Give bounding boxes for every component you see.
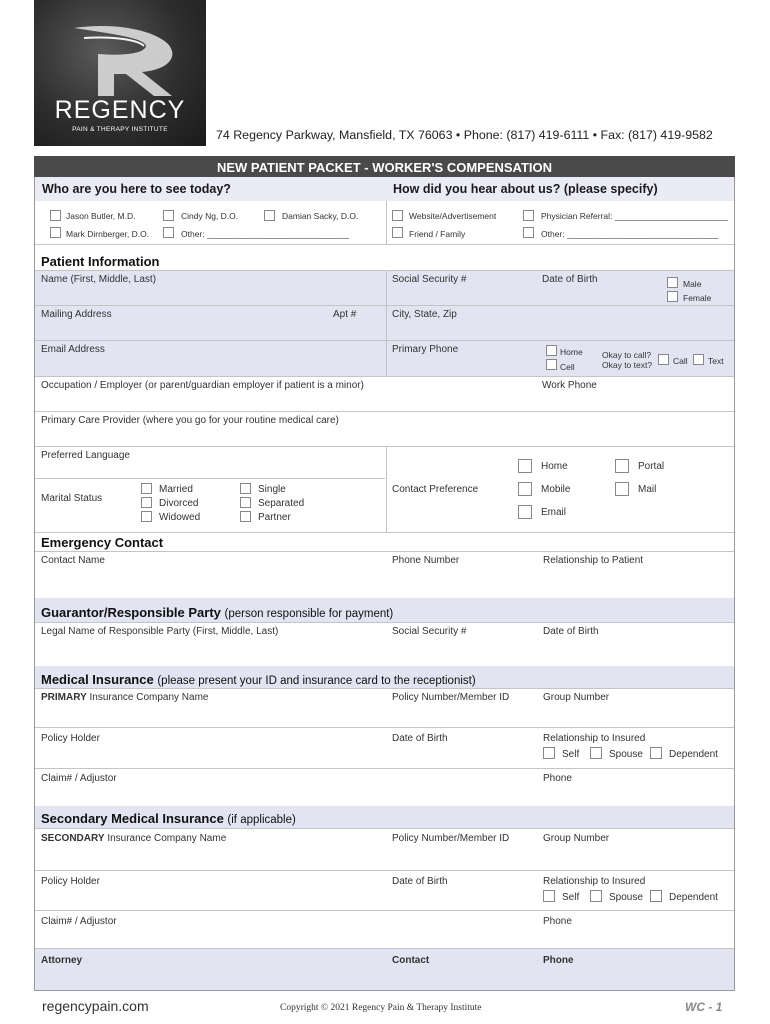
phone-home-checkbox[interactable] [546, 345, 557, 356]
secondary-relationship-label: Relationship to Insured [543, 876, 646, 887]
city-state-zip-field[interactable]: City, State, Zip [392, 309, 457, 320]
secondary-holder-field[interactable]: Policy Holder [41, 876, 100, 887]
secondary-group-number-field[interactable]: Group Number [543, 833, 610, 844]
primary-holder-field[interactable]: Policy Holder [41, 733, 100, 744]
primary-adjustor-phone-field[interactable]: Phone [543, 773, 572, 784]
provider-other-field[interactable]: Other: ______________________________ [181, 229, 349, 239]
emergency-heading: Emergency Contact [41, 535, 164, 550]
partner-label: Partner [258, 512, 291, 523]
guarantor-heading: Guarantor/Responsible Party (person responsible for payment) [41, 605, 394, 620]
primary-group-number-field[interactable]: Group Number [543, 692, 610, 703]
secondary-spouse-label: Spouse [609, 892, 643, 903]
married-label: Married [159, 484, 193, 495]
divorced-checkbox[interactable] [141, 497, 152, 508]
emergency-phone-field[interactable]: Phone Number [392, 555, 460, 566]
primary-relationship-label: Relationship to Insured [543, 733, 646, 744]
secondary-holder-dob-field[interactable]: Date of Birth [392, 876, 448, 887]
form-code: WC - 1 [685, 1000, 723, 1014]
referral-other-checkbox[interactable] [523, 227, 534, 238]
website-url: regencypain.com [42, 998, 149, 1014]
pref-mobile-label: Mobile [541, 484, 571, 495]
form-title: NEW PATIENT PACKET - WORKER'S COMPENSATION [34, 156, 735, 177]
attorney-band [35, 948, 734, 990]
pref-mail-label: Mail [638, 484, 657, 495]
emergency-relationship-field[interactable]: Relationship to Patient [543, 555, 644, 566]
okay-text-checkbox[interactable] [693, 354, 704, 365]
separated-label: Separated [258, 498, 305, 509]
secondary-adjustor-phone-field[interactable]: Phone [543, 916, 572, 927]
primary-self-label: Self [562, 749, 580, 760]
preferred-language-field[interactable]: Preferred Language [41, 450, 130, 461]
primary-dependent-checkbox[interactable] [650, 747, 662, 759]
call-label: Call [673, 356, 688, 366]
okay-to-call-label: Okay to call? [602, 350, 652, 360]
pref-portal-label: Portal [638, 461, 665, 472]
single-label: Single [258, 484, 286, 495]
apt-field[interactable]: Apt # [333, 309, 357, 320]
dob-field[interactable]: Date of Birth [542, 274, 598, 285]
partner-checkbox[interactable] [240, 511, 251, 522]
marital-status-label: Marital Status [41, 493, 103, 504]
primary-company-field[interactable]: PRIMARY Insurance Company Name [41, 692, 209, 703]
pref-home-label: Home [541, 461, 568, 472]
address-line: 74 Regency Parkway, Mansfield, TX 76063 • Phone: (817) 419-6111 • Fax: (817) 419-9582 [216, 128, 713, 142]
phone-home-label: Home [560, 347, 583, 357]
primary-care-provider-field[interactable]: Primary Care Provider (where you go for your routine medical care) [41, 415, 339, 426]
secondary-dependent-label: Dependent [669, 892, 718, 903]
referral-friend-label: Friend / Family [409, 229, 466, 239]
phone-cell-label: Cell [560, 362, 575, 372]
widowed-checkbox[interactable] [141, 511, 152, 522]
ssn-field[interactable]: Social Security # [392, 274, 467, 285]
referral-physician-checkbox[interactable] [523, 210, 534, 221]
referral-friend-checkbox[interactable] [392, 227, 403, 238]
married-checkbox[interactable] [141, 483, 152, 494]
pref-mail-checkbox[interactable] [615, 482, 629, 496]
attorney-phone-field[interactable]: Phone [543, 955, 574, 966]
secondary-heading: Secondary Medical Insurance (if applicable) [41, 811, 296, 826]
provider-sacky-checkbox[interactable] [264, 210, 275, 221]
text-label: Text [708, 356, 724, 366]
okay-to-text-label: Okay to text? [602, 360, 653, 370]
guarantor-dob-field[interactable]: Date of Birth [543, 626, 599, 637]
primary-dependent-label: Dependent [669, 749, 718, 760]
see-today-question: Who are you here to see today? [42, 182, 231, 196]
secondary-policy-number-field[interactable]: Policy Number/Member ID [392, 833, 510, 844]
okay-call-checkbox[interactable] [658, 354, 669, 365]
pref-home-checkbox[interactable] [518, 459, 532, 473]
separated-checkbox[interactable] [240, 497, 251, 508]
pref-portal-checkbox[interactable] [615, 459, 629, 473]
primary-claim-field[interactable]: Claim# / Adjustor [41, 773, 117, 784]
secondary-claim-field[interactable]: Claim# / Adjustor [41, 916, 117, 927]
primary-spouse-label: Spouse [609, 749, 643, 760]
secondary-self-label: Self [562, 892, 580, 903]
referral-physician-field[interactable]: Physician Referral: ________________________ [541, 211, 729, 221]
attorney-field[interactable]: Attorney [41, 955, 83, 966]
guarantor-name-field[interactable]: Legal Name of Responsible Party (First, Middle, Last) [41, 626, 279, 637]
provider-sacky-label: Damian Sacky, D.O. [282, 211, 359, 221]
logo-tagline: PAIN & THERAPY INSTITUTE [72, 126, 168, 133]
logo-wordmark: REGENCY [54, 96, 186, 124]
name-field[interactable]: Name (First, Middle, Last) [41, 274, 157, 285]
provider-other-checkbox[interactable] [163, 227, 174, 238]
referral-website-checkbox[interactable] [392, 210, 403, 221]
guarantor-ssn-field[interactable]: Social Security # [392, 626, 467, 637]
referral-website-label: Website/Advertisement [409, 211, 497, 221]
primary-self-checkbox[interactable] [543, 747, 555, 759]
mailing-address-field[interactable]: Mailing Address [41, 309, 112, 320]
occupation-field[interactable]: Occupation / Employer (or parent/guardian employer if patient is a minor) [41, 380, 364, 391]
single-checkbox[interactable] [240, 483, 251, 494]
secondary-company-field[interactable]: SECONDARY Insurance Company Name [41, 833, 227, 844]
primary-policy-number-field[interactable]: Policy Number/Member ID [392, 692, 510, 703]
male-checkbox[interactable] [667, 277, 678, 288]
insurance-heading: Medical Insurance (please present your ID and insurance card to the receptionist) [41, 672, 476, 687]
attorney-contact-field[interactable]: Contact [392, 955, 430, 966]
pref-email-label: Email [541, 507, 567, 518]
female-checkbox[interactable] [667, 291, 678, 302]
primary-holder-dob-field[interactable]: Date of Birth [392, 733, 448, 744]
referral-other-field[interactable]: Other: ________________________________ [541, 229, 719, 239]
provider-butler-label: Jason Butler, M.D. [66, 211, 136, 221]
email-field[interactable]: Email Address [41, 344, 105, 355]
logo-r-mark [34, 0, 206, 100]
contact-preference-label: Contact Preference [392, 484, 479, 495]
female-label: Female [683, 293, 712, 303]
work-phone-field[interactable]: Work Phone [542, 380, 597, 391]
secondary-self-checkbox[interactable] [543, 890, 555, 902]
pref-mobile-checkbox[interactable] [518, 482, 532, 496]
patient-info-heading: Patient Information [41, 254, 160, 269]
primary-phone-field[interactable]: Primary Phone [392, 344, 459, 355]
provider-dirnberger-checkbox[interactable] [50, 227, 61, 238]
copyright-notice: Copyright © 2021 Regency Pain & Therapy Institute [280, 1003, 482, 1013]
widowed-label: Widowed [159, 512, 201, 523]
secondary-dependent-checkbox[interactable] [650, 890, 662, 902]
provider-dirnberger-label: Mark Dirnberger, D.O. [66, 229, 150, 239]
male-label: Male [683, 279, 702, 289]
provider-ng-checkbox[interactable] [163, 210, 174, 221]
provider-ng-label: Cindy Ng, D.O. [181, 211, 239, 221]
company-logo [34, 0, 206, 146]
provider-butler-checkbox[interactable] [50, 210, 61, 221]
secondary-spouse-checkbox[interactable] [590, 890, 602, 902]
phone-cell-checkbox[interactable] [546, 359, 557, 370]
primary-spouse-checkbox[interactable] [590, 747, 602, 759]
emergency-name-field[interactable]: Contact Name [41, 555, 105, 566]
divorced-label: Divorced [159, 498, 199, 509]
hear-about-question: How did you hear about us? (please specify) [393, 182, 658, 196]
pref-email-checkbox[interactable] [518, 505, 532, 519]
